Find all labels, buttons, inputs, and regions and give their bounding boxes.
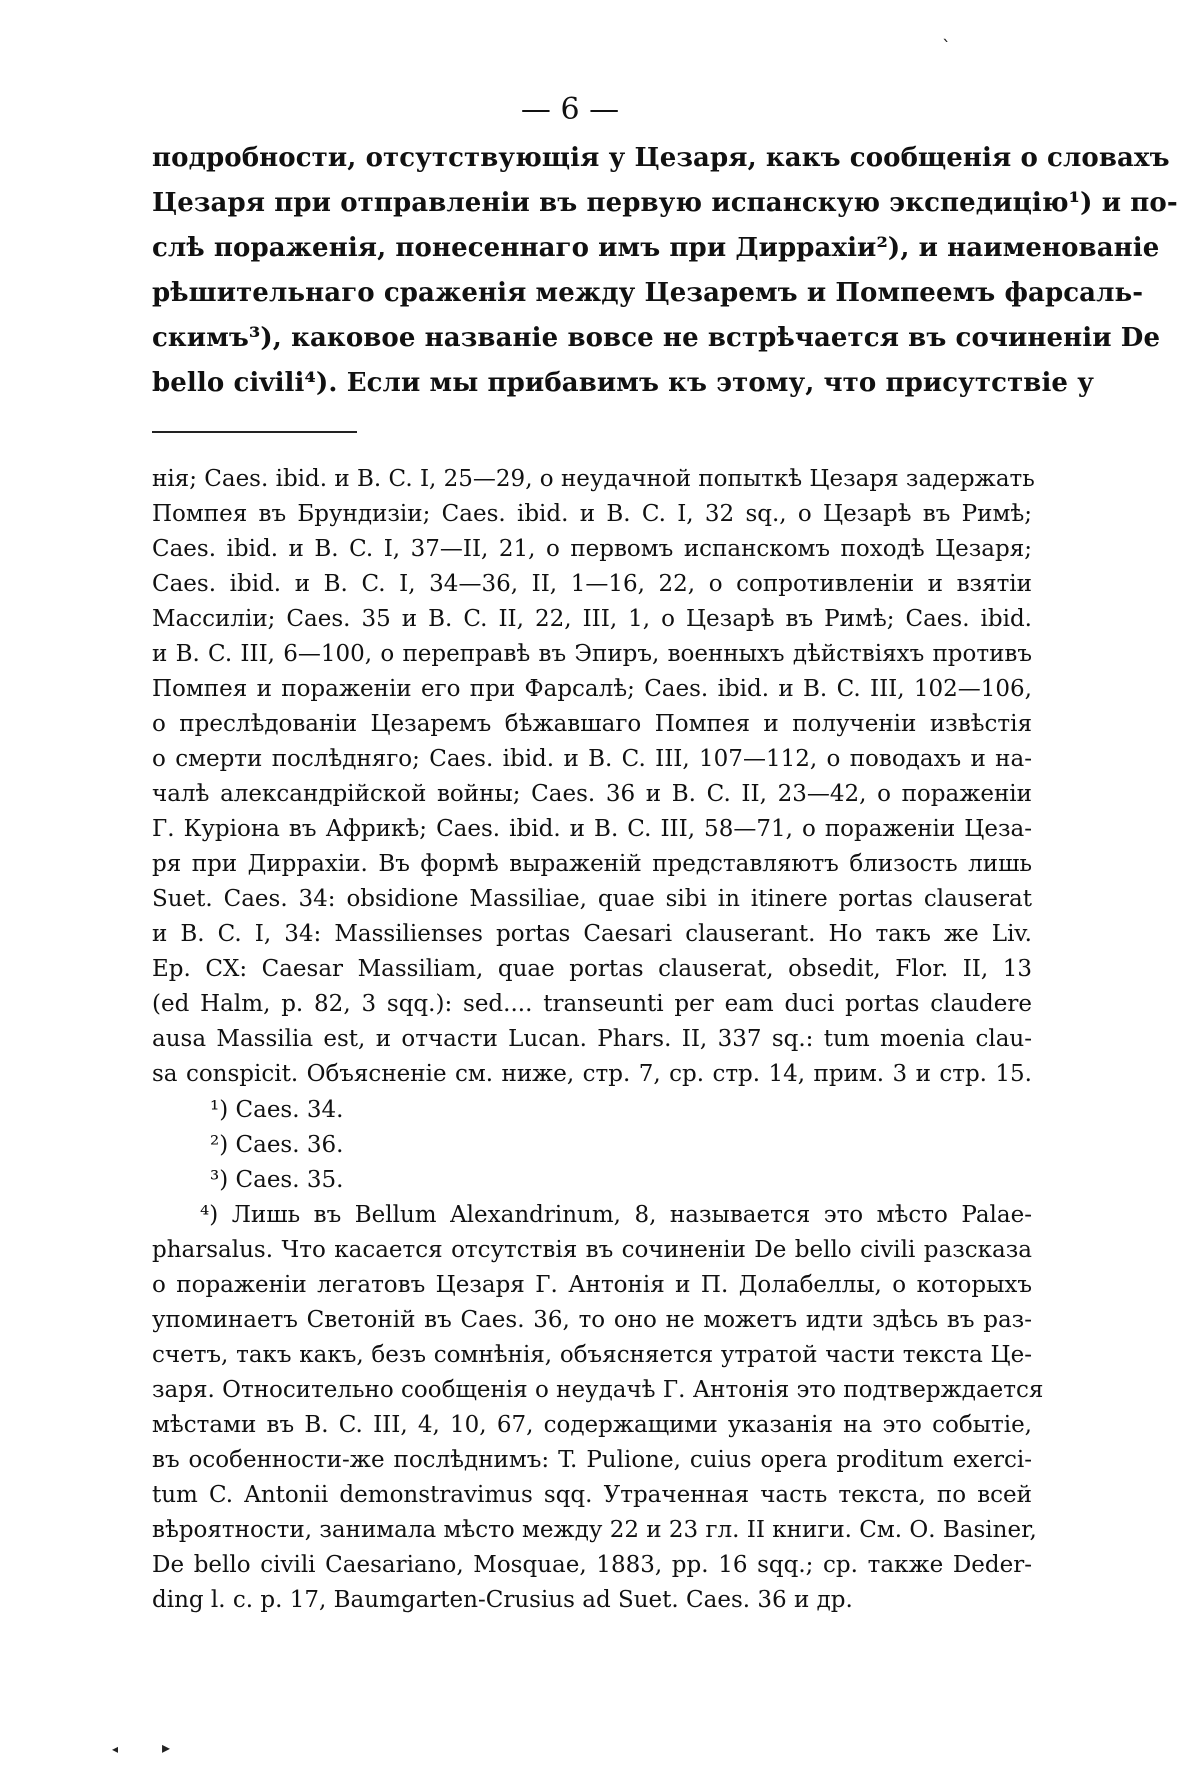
footnote-separator	[152, 431, 357, 433]
footnote-line: Suet. Caes. 34: obsidione Massiliae, quae sibi in itinere portas clauserat	[152, 886, 1032, 912]
body-line: bello civili⁴). Если мы прибавимъ къ этому, что присутствіе у	[152, 368, 1094, 398]
footnote-4-line: tum C. Antonii demonstravimus sqq. Утраченная часть текста, по всей	[152, 1482, 1032, 1508]
footnote-1: ¹) Caes. 34.	[210, 1097, 344, 1123]
footnote-4-line: ⁴) Лишь въ Bellum Alexandrinum, 8, называется это мѣсто Palae-	[200, 1202, 1032, 1228]
scan-speck-mark: ˎ	[942, 22, 951, 43]
footnote-line: Caes. ibid. и B. C. I, 37—II, 21, о первомъ испанскомъ походѣ Цезаря;	[152, 536, 1032, 562]
footnote-line: sa conspicit. Объясненіе см. ниже, стр. 7, ср. стр. 14, прим. 3 и стр. 15.	[152, 1061, 1032, 1087]
footnote-line: (ed Halm, p. 82, 3 sqq.): sed.... transeunti per eam duci portas claudere	[152, 991, 1032, 1017]
footnote-4-line: мѣстами въ B. C. III, 4, 10, 67, содержащими указанія на это событіе,	[152, 1412, 1032, 1438]
page-number: — 6 —	[520, 92, 620, 127]
footnote-4-line: ding l. c. p. 17, Baumgarten-Crusius ad Suet. Caes. 36 и др.	[152, 1587, 853, 1613]
footnote-4-line: упоминаетъ Светоній въ Caes. 36, то оно не можетъ идти здѣсь въ раз-	[152, 1307, 1032, 1333]
footnote-line: и B. C. I, 34: Massilienses portas Caesari clauserant. Но такъ же Liv.	[152, 921, 1032, 947]
footnote-line: Помпея въ Брундизіи; Caes. ibid. и B. C. I, 32 sq., о Цезарѣ въ Римѣ;	[152, 501, 1032, 527]
scan-speck-mark: ◂	[112, 1742, 119, 1756]
footnote-4-line: заря. Относительно сообщенія о неудачѣ Г. Антонія это подтверждается	[152, 1377, 1044, 1403]
footnote-line: Помпея и пораженіи его при Фарсалѣ; Caes. ibid. и B. C. III, 102—106,	[152, 676, 1032, 702]
body-line: Цезаря при отправленіи въ первую испанскую экспедицію¹) и по-	[152, 188, 1178, 218]
footnote-4-line: счетъ, такъ какъ, безъ сомнѣнія, объясняется утратой части текста Це-	[152, 1342, 1032, 1368]
footnote-3: ³) Caes. 35.	[210, 1167, 344, 1193]
footnote-line: Г. Куріона въ Африкѣ; Caes. ibid. и B. C. III, 58—71, о пораженіи Цеза-	[152, 816, 1032, 842]
footnote-line: чалѣ александрійской войны; Caes. 36 и B. C. II, 23—42, о пораженіи	[152, 781, 1032, 807]
footnote-line: и B. C. III, 6—100, о переправѣ въ Эпиръ, военныхъ дѣйствіяхъ противъ	[152, 641, 1032, 667]
footnote-4-line: pharsalus. Что касается отсутствія въ сочиненіи De bello civili разсказа	[152, 1237, 1032, 1263]
footnote-line: Ep. CX: Caesar Massiliam, quae portas clauserat, obsedit, Flor. II, 13	[152, 956, 1032, 982]
body-line: подробности, отсутствующія у Цезаря, какъ сообщенія о словахъ	[152, 143, 1170, 173]
footnote-2: ²) Caes. 36.	[210, 1132, 344, 1158]
footnote-line: ря при Диррахіи. Въ формѣ выраженій представляютъ близость лишь	[152, 851, 1032, 877]
footnote-4-line: о пораженіи легатовъ Цезаря Г. Антонія и П. Долабеллы, о которыхъ	[152, 1272, 1032, 1298]
footnote-4-line: вѣроятности, занимала мѣсто между 22 и 23 гл. II книги. См. О. Basiner,	[152, 1517, 1037, 1543]
body-line: слѣ пораженія, понесеннаго имъ при Диррахіи²), и наименованіе	[152, 233, 1160, 263]
footnote-line: о преслѣдованіи Цезаремъ бѣжавшаго Помпея и полученіи извѣстія	[152, 711, 1032, 737]
footnote-4-line: въ особенности-же послѣднимъ: T. Pulione, cuius opera proditum exerci-	[152, 1447, 1032, 1473]
footnote-line: о смерти послѣдняго; Caes. ibid. и B. C. III, 107—112, о поводахъ и на-	[152, 746, 1032, 772]
footnote-line: Caes. ibid. и B. C. I, 34—36, II, 1—16, 22, о сопротивленіи и взятіи	[152, 571, 1032, 597]
scan-speck-mark: ▸	[162, 1738, 171, 1757]
footnote-line: Массиліи; Caes. 35 и B. C. II, 22, III, 1, о Цезарѣ въ Римѣ; Caes. ibid.	[152, 606, 1032, 632]
footnote-line: нія; Caes. ibid. и B. C. I, 25—29, о неудачной попыткѣ Цезаря задержать	[152, 466, 1035, 492]
footnote-4-line: De bello civili Caesariano, Mosquae, 1883, pp. 16 sqq.; ср. также Deder-	[152, 1552, 1032, 1578]
footnote-line: ausa Massilia est, и отчасти Lucan. Phars. II, 337 sq.: tum moenia clau-	[152, 1026, 1032, 1052]
body-line: скимъ³), каковое названіе вовсе не встрѣчается въ сочиненіи De	[152, 323, 1161, 353]
body-line: рѣшительнаго сраженія между Цезаремъ и Помпеемъ фарсаль-	[152, 278, 1144, 308]
